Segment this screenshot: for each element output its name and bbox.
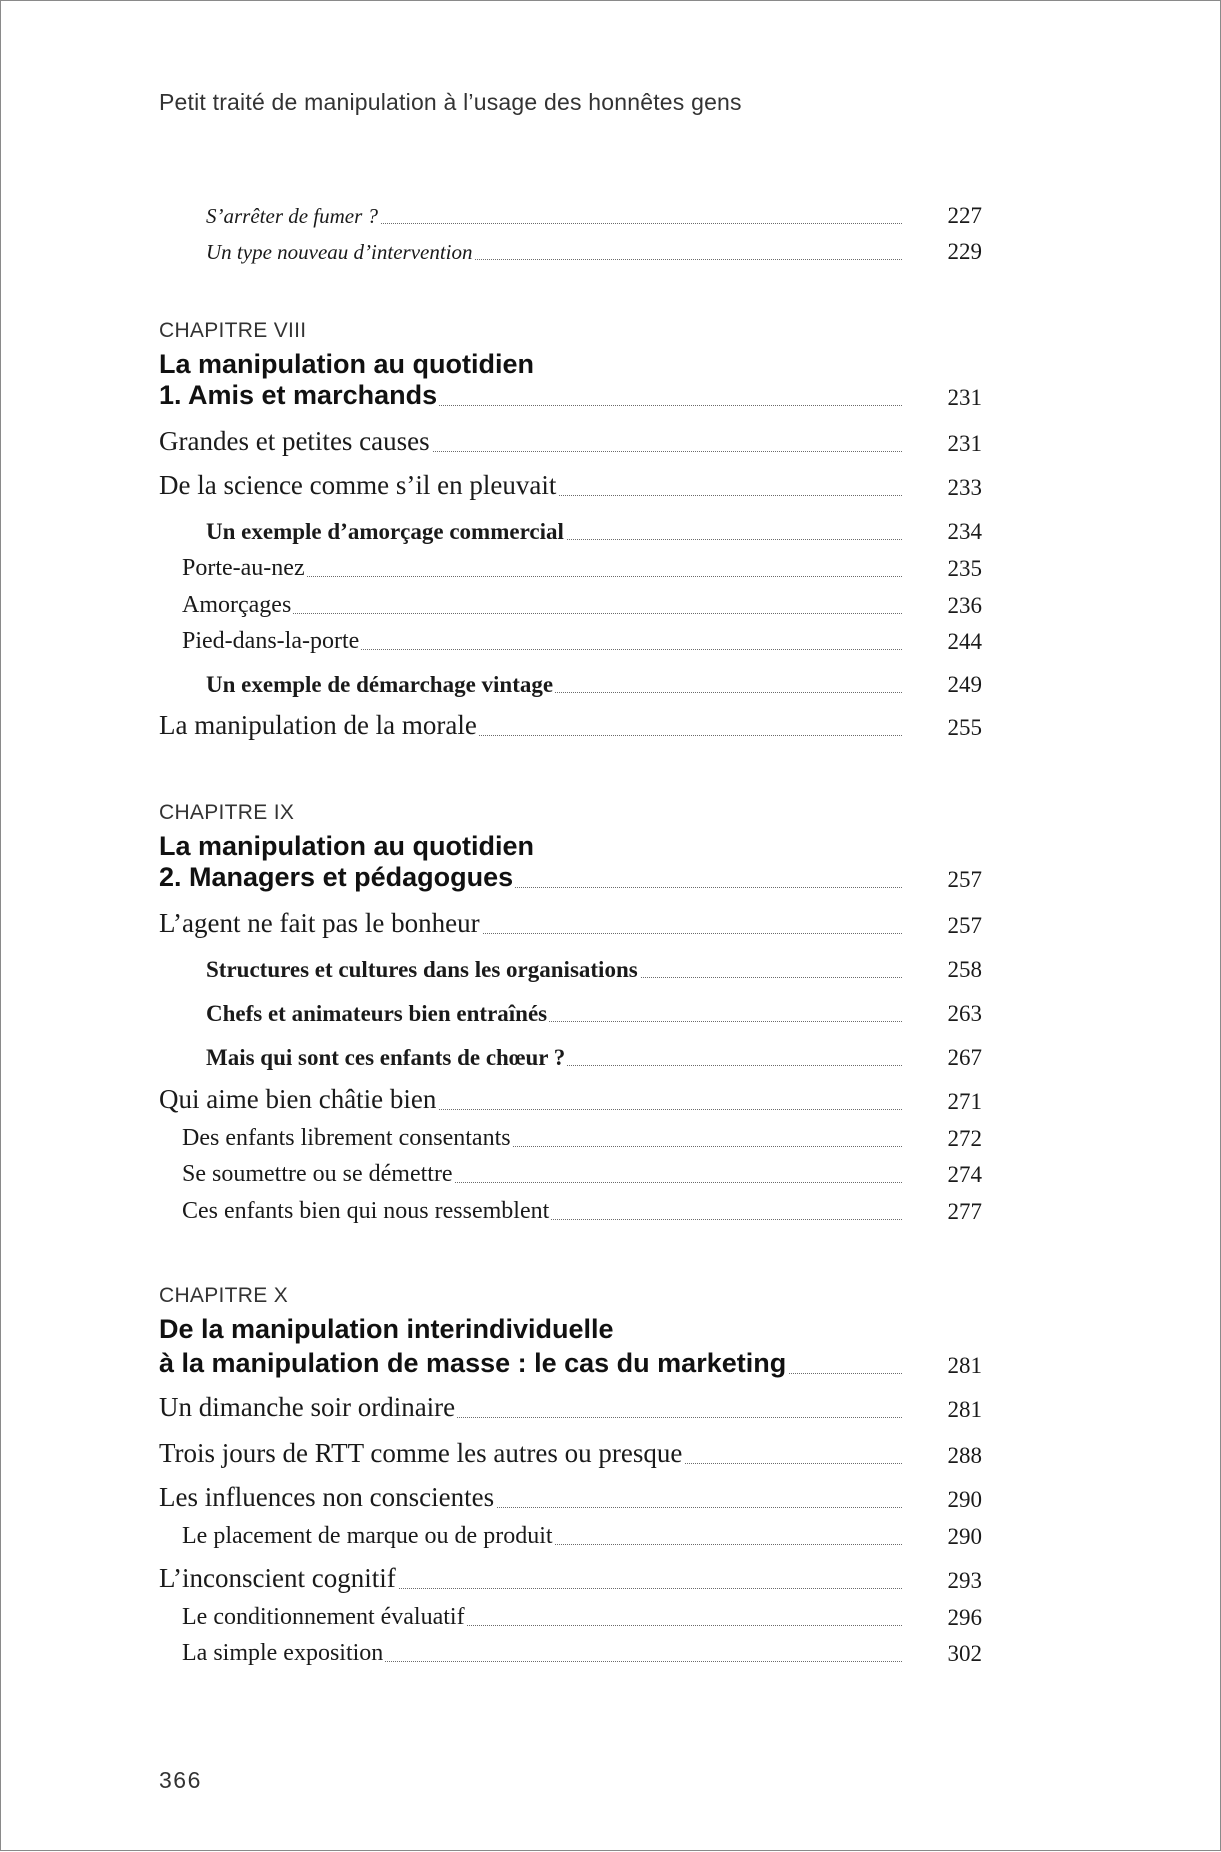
toc-entry-page: 274 — [947, 1162, 982, 1187]
toc-entry-title: Un exemple d’amorçage commercial — [206, 519, 564, 544]
chapter-label: CHAPITRE IX — [159, 801, 295, 824]
toc-entry[interactable] — [1, 1599, 1221, 1637]
chapter-heading-entry[interactable] — [1, 861, 1221, 899]
toc-entry[interactable] — [1, 995, 1221, 1033]
toc-entry-title: L’agent ne fait pas le bonheur — [159, 908, 480, 938]
toc-entry-title: Chefs et animateurs bien entraînés — [206, 1001, 548, 1026]
toc-entry-page: 277 — [947, 1199, 982, 1224]
table-of-contents — [1, 1, 1221, 1852]
toc-entry-page: 258 — [947, 957, 982, 982]
toc-entry-title: Trois jours de RTT comme les autres ou presque — [159, 1438, 683, 1468]
toc-entry[interactable] — [1, 1083, 1221, 1121]
toc-entry-title: S’arrêter de fumer ? — [206, 204, 379, 228]
chapter-subtitle: à la manipulation de masse : le cas du marketing — [159, 1348, 787, 1378]
chapter-label: CHAPITRE X — [159, 1284, 289, 1307]
toc-entry-page: 231 — [947, 431, 982, 456]
toc-entry[interactable] — [1, 1039, 1221, 1077]
toc-entry-title: Le conditionnement évaluatif — [182, 1604, 465, 1630]
chapter-subtitle: 1. Amis et marchands — [159, 380, 438, 410]
toc-entry[interactable] — [1, 666, 1221, 704]
toc-entry[interactable] — [1, 1518, 1221, 1556]
toc-entry[interactable] — [1, 907, 1221, 945]
toc-entry-title: Structures et cultures dans les organisations — [206, 957, 638, 982]
chapter-label: CHAPITRE VIII — [159, 319, 307, 342]
toc-entry[interactable] — [1, 587, 1221, 625]
toc-entry-page: 234 — [947, 519, 982, 544]
toc-entry[interactable] — [1, 233, 1221, 271]
toc-entry[interactable] — [1, 550, 1221, 588]
toc-entry-title: Un dimanche soir ordinaire — [159, 1392, 456, 1422]
chapter-title: De la manipulation interindividuelle — [159, 1314, 614, 1344]
toc-entry-page: 296 — [947, 1605, 982, 1630]
chapter-page: 257 — [947, 867, 982, 892]
toc-entry-page: 293 — [947, 1568, 982, 1593]
toc-entry[interactable] — [1, 197, 1221, 235]
toc-entry-title: Les influences non conscientes — [159, 1482, 495, 1512]
toc-entry-title: Pied-dans-la-porte — [182, 628, 360, 654]
chapter-subtitle: 2. Managers et pédagogues — [159, 862, 514, 892]
chapter-heading-entry[interactable] — [1, 1347, 1221, 1385]
toc-entry[interactable] — [1, 1562, 1221, 1600]
chapter-page: 281 — [947, 1353, 982, 1378]
toc-entry-title: La manipulation de la morale — [159, 710, 477, 740]
toc-entry[interactable] — [1, 1391, 1221, 1429]
toc-entry[interactable] — [1, 1156, 1221, 1194]
toc-entry-page: 263 — [947, 1001, 982, 1026]
toc-entry-page: 271 — [947, 1089, 982, 1114]
toc-entry[interactable] — [1, 425, 1221, 463]
toc-entry-page: 257 — [947, 913, 982, 938]
toc-entry-title: La simple exposition — [182, 1640, 384, 1666]
toc-entry-page: 290 — [947, 1524, 982, 1549]
toc-entry[interactable] — [1, 709, 1221, 747]
toc-entry-page: 267 — [947, 1045, 982, 1070]
toc-entry[interactable] — [1, 469, 1221, 507]
toc-entry-page: 249 — [947, 672, 982, 697]
toc-entry-title: Le placement de marque ou de produit — [182, 1523, 553, 1549]
toc-entry-title: Un exemple de démarchage vintage — [206, 672, 554, 697]
toc-entry-title: Mais qui sont ces enfants de chœur ? — [206, 1045, 566, 1070]
toc-entry[interactable] — [1, 951, 1221, 989]
toc-entry[interactable] — [1, 1481, 1221, 1519]
toc-entry-page: 233 — [947, 475, 982, 500]
toc-entry-page: 302 — [947, 1641, 982, 1666]
toc-entry[interactable] — [1, 1437, 1221, 1475]
toc-entry-title: Qui aime bien châtie bien — [159, 1084, 437, 1114]
toc-entry-title: De la science comme s’il en pleuvait — [159, 470, 557, 500]
chapter-heading-entry[interactable] — [1, 379, 1221, 417]
toc-entry-title: Se soumettre ou se démettre — [182, 1161, 453, 1187]
toc-entry-page: 288 — [947, 1443, 982, 1468]
page-number: 366 — [159, 1767, 202, 1793]
toc-entry-page: 227 — [947, 203, 982, 228]
toc-entry-title: Des enfants librement consentants — [182, 1125, 511, 1151]
toc-entry-title: Amorçages — [182, 592, 292, 618]
chapter-title: La manipulation au quotidien — [159, 349, 534, 379]
running-head: Petit traité de manipulation à l’usage des honnêtes gens — [159, 89, 742, 115]
chapter-title: La manipulation au quotidien — [159, 831, 534, 861]
toc-entry[interactable] — [1, 1635, 1221, 1673]
toc-entry[interactable] — [1, 1120, 1221, 1158]
chapter-page: 231 — [947, 385, 982, 410]
toc-entry-page: 281 — [947, 1397, 982, 1422]
toc-entry-page: 236 — [947, 593, 982, 618]
toc-entry-page: 244 — [947, 629, 982, 654]
toc-entry-title: Porte-au-nez — [182, 555, 305, 581]
toc-entry-page: 229 — [947, 239, 982, 264]
toc-entry-title: Un type nouveau d’intervention — [206, 240, 473, 264]
toc-entry-title: L’inconscient cognitif — [159, 1563, 396, 1593]
toc-entry[interactable] — [1, 1193, 1221, 1231]
toc-entry-title: Grandes et petites causes — [159, 426, 430, 456]
toc-entry[interactable] — [1, 623, 1221, 661]
toc-entry-page: 290 — [947, 1487, 982, 1512]
toc-entry-page: 235 — [947, 556, 982, 581]
toc-entry-page: 255 — [947, 715, 982, 740]
toc-entry-page: 272 — [947, 1126, 982, 1151]
toc-entry-title: Ces enfants bien qui nous ressemblent — [182, 1198, 550, 1224]
toc-entry[interactable] — [1, 513, 1221, 551]
